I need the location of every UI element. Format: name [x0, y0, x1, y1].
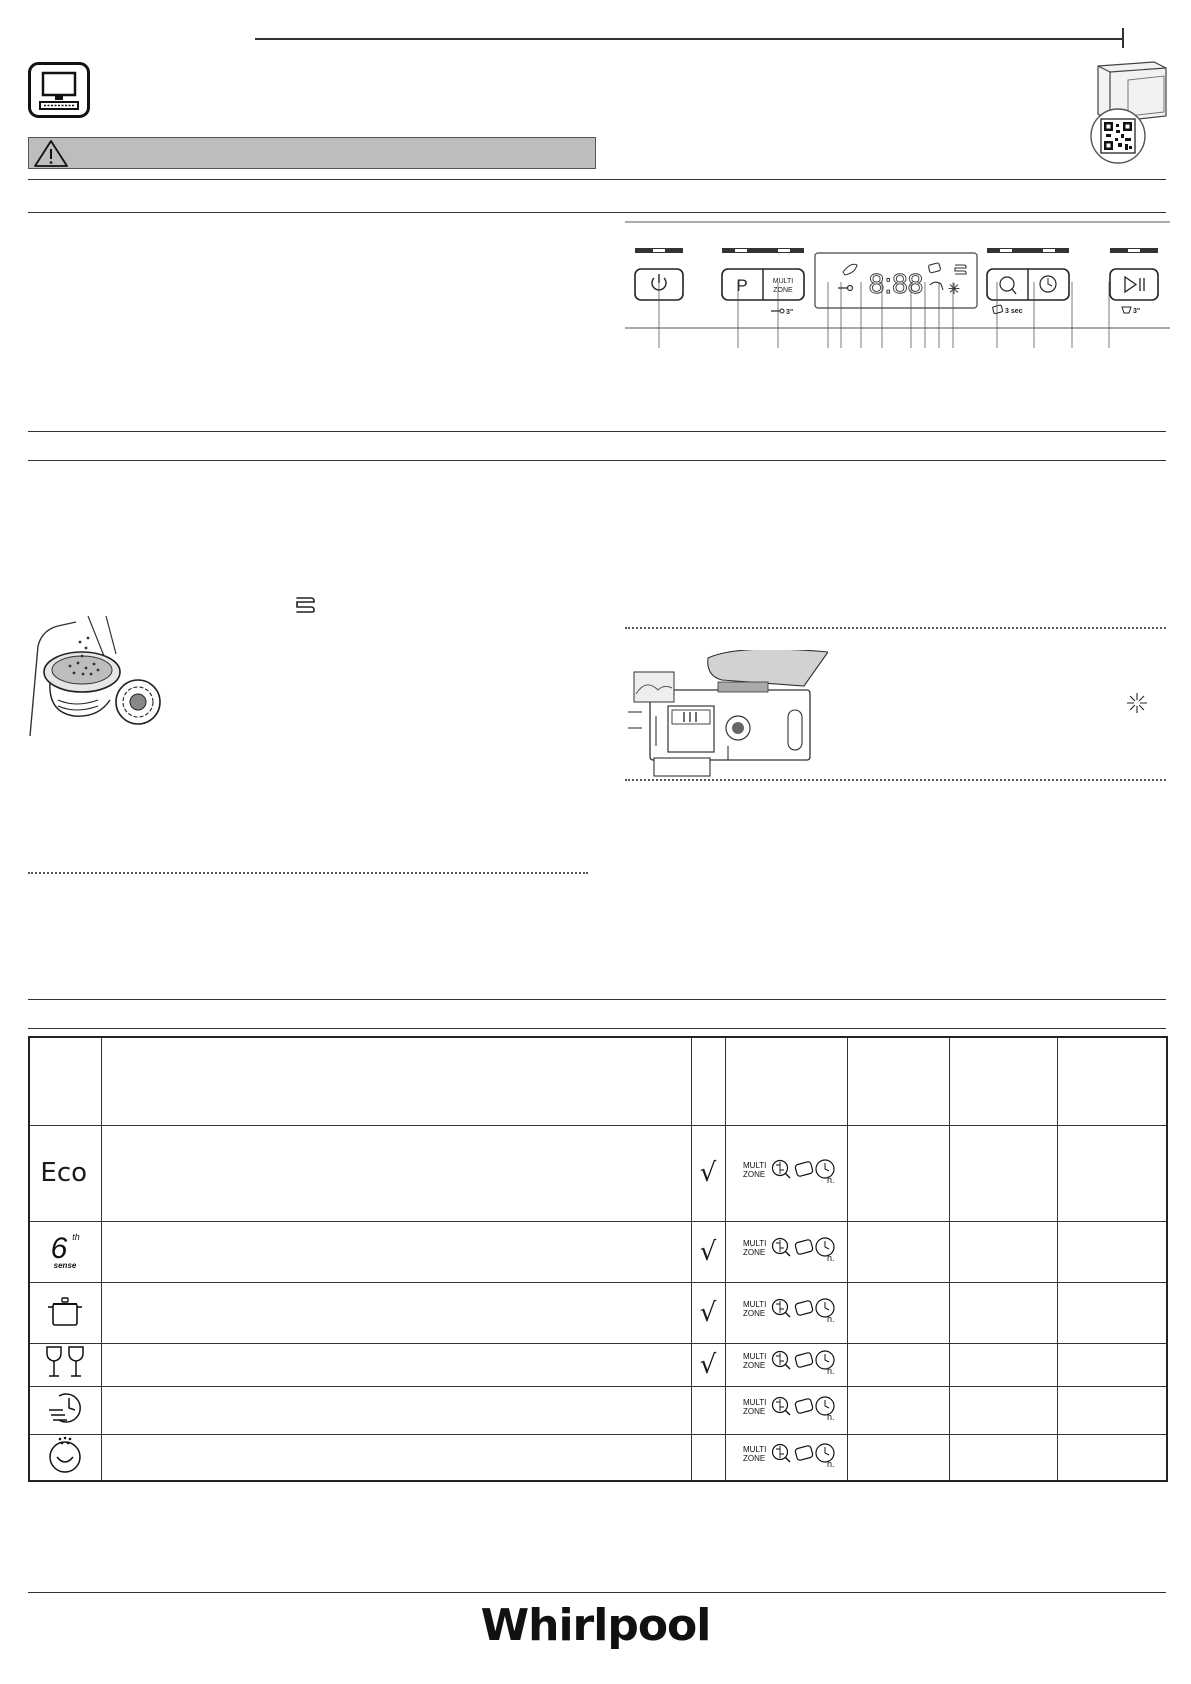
section-rule [28, 1028, 1166, 1029]
check-mark: √ [699, 1349, 717, 1380]
tablet-icon [795, 1352, 814, 1368]
section-rule [28, 431, 1166, 432]
svg-text:ZONE: ZONE [743, 1361, 766, 1370]
svg-text:MULTI: MULTI [743, 1300, 767, 1309]
table-row-eco [29, 1125, 1167, 1221]
footer-rule [28, 1592, 1166, 1593]
options-icons [725, 1125, 847, 1221]
dotted-rule [625, 779, 1166, 781]
sixth-sense-word: sense [53, 1261, 77, 1270]
table-row-rinse [29, 1434, 1167, 1481]
svg-text:h.: h. [827, 1411, 835, 1422]
pot-icon [29, 1282, 101, 1343]
detergent-dispenser-illustration [628, 650, 828, 778]
sixth-sense-sup: th [72, 1232, 81, 1242]
svg-text:h.: h. [827, 1253, 835, 1263]
salt-cap [116, 680, 160, 724]
warning-triangle-icon [33, 139, 69, 168]
svg-text:ZONE: ZONE [743, 1309, 766, 1318]
multizone-label-top: MULTI [772, 278, 794, 285]
tablet-icon [795, 1300, 814, 1316]
options-icon-group [743, 1347, 835, 1377]
tablet-icon [795, 1398, 814, 1414]
salt-reservoir-illustration [28, 616, 168, 738]
svg-text:MULTI: MULTI [743, 1352, 767, 1361]
options-icon-group [743, 1393, 835, 1423]
options-icon-group [743, 1156, 835, 1186]
svg-text:h.: h. [827, 1458, 835, 1469]
sixth-sense-number: 6 [50, 1232, 68, 1265]
delay-start-button[interactable] [987, 269, 1069, 300]
magnifier-half-load-icon [773, 1239, 791, 1257]
led-bar-program [722, 248, 804, 253]
section-rule [28, 212, 1166, 213]
svg-text:MULTI: MULTI [743, 1160, 767, 1170]
delay-hours-icon [816, 1160, 835, 1185]
warning-bar [28, 137, 596, 169]
program-button[interactable] [722, 269, 804, 300]
salt-icon [294, 596, 316, 614]
display-digits: 8:88 [868, 268, 924, 299]
svg-text:h.: h. [827, 1174, 835, 1185]
table-row-quick [29, 1386, 1167, 1434]
section-rule [28, 999, 1166, 1000]
section-rule [28, 179, 1166, 180]
svg-text:ZONE: ZONE [743, 1406, 766, 1416]
delay-hours-icon [816, 1351, 835, 1376]
rinse-aid-icon [949, 283, 960, 294]
whirlpool-logo: Whirlpool [480, 1600, 711, 1651]
svg-text:MULTI: MULTI [743, 1444, 767, 1454]
delay-hours-icon [816, 1238, 835, 1263]
header-rule [255, 38, 1123, 40]
magnifier-half-load-icon [773, 1444, 791, 1462]
table-row-glass [29, 1343, 1167, 1386]
magnifier-half-load-icon [773, 1397, 791, 1415]
magnifier-half-load-icon [773, 1160, 791, 1178]
tablet-icon [795, 1161, 814, 1177]
options-icons [725, 1386, 847, 1434]
dotted-rule [625, 627, 1166, 629]
options-icons [725, 1221, 847, 1282]
options-icons [725, 1434, 847, 1481]
check-mark: √ [699, 1158, 717, 1188]
start-hint: 3" [1133, 308, 1141, 315]
delay-hours-icon [816, 1444, 835, 1469]
wine-glasses-icon [29, 1343, 101, 1386]
options-icons [725, 1343, 847, 1386]
table-row-intensive [29, 1282, 1167, 1343]
options-icon-group [743, 1234, 835, 1264]
rinse-aid-icon [1126, 692, 1148, 714]
rinse-icon [29, 1434, 101, 1481]
multizone-label-bottom: ZONE [773, 287, 793, 294]
svg-text:ZONE: ZONE [743, 1453, 766, 1463]
section-rule [28, 460, 1166, 461]
magnifier-half-load-icon [773, 1300, 791, 1318]
svg-text:MULTI: MULTI [743, 1397, 767, 1407]
multizone-key-lock-hint [771, 309, 793, 316]
header-rule-end [1122, 28, 1124, 48]
quick-wash-icon [29, 1386, 101, 1434]
tablet-icon [795, 1239, 814, 1255]
sixth-sense-icon [29, 1221, 101, 1282]
dishwasher-qr-illustration [1070, 58, 1170, 166]
programme-table [28, 1036, 1168, 1482]
led-bar-power [635, 248, 683, 253]
tablet-icon [795, 1445, 814, 1461]
program-button-label: P [736, 276, 748, 295]
options-icon-group [743, 1440, 835, 1470]
dotted-rule [28, 872, 588, 874]
table-header-row [29, 1037, 1167, 1125]
led-bar-timer [987, 248, 1069, 253]
delay-hours-icon [816, 1397, 835, 1422]
magnifier-half-load-icon [773, 1352, 791, 1370]
delay-hours-icon [816, 1299, 835, 1324]
options-icons [725, 1282, 847, 1343]
eco-label: Eco [29, 1125, 101, 1221]
check-mark: √ [699, 1236, 717, 1267]
led-bar-start [1110, 248, 1158, 253]
svg-text:MULTI: MULTI [743, 1239, 767, 1248]
monitor-icon [28, 62, 90, 118]
options-icon-group [743, 1295, 835, 1325]
svg-text:h.: h. [827, 1366, 835, 1376]
svg-text:ZONE: ZONE [743, 1248, 766, 1257]
start-pause-button[interactable] [1110, 269, 1158, 300]
check-mark: √ [699, 1297, 717, 1328]
table-row-sixth-sense [29, 1221, 1167, 1282]
svg-text:ZONE: ZONE [743, 1169, 766, 1179]
svg-text:h.: h. [827, 1314, 835, 1324]
multizone-hint: 3" [786, 309, 794, 316]
control-panel-diagram [625, 220, 1170, 350]
start-3sec-hint [1122, 307, 1140, 315]
timer-hint: 3 sec [1005, 308, 1023, 315]
